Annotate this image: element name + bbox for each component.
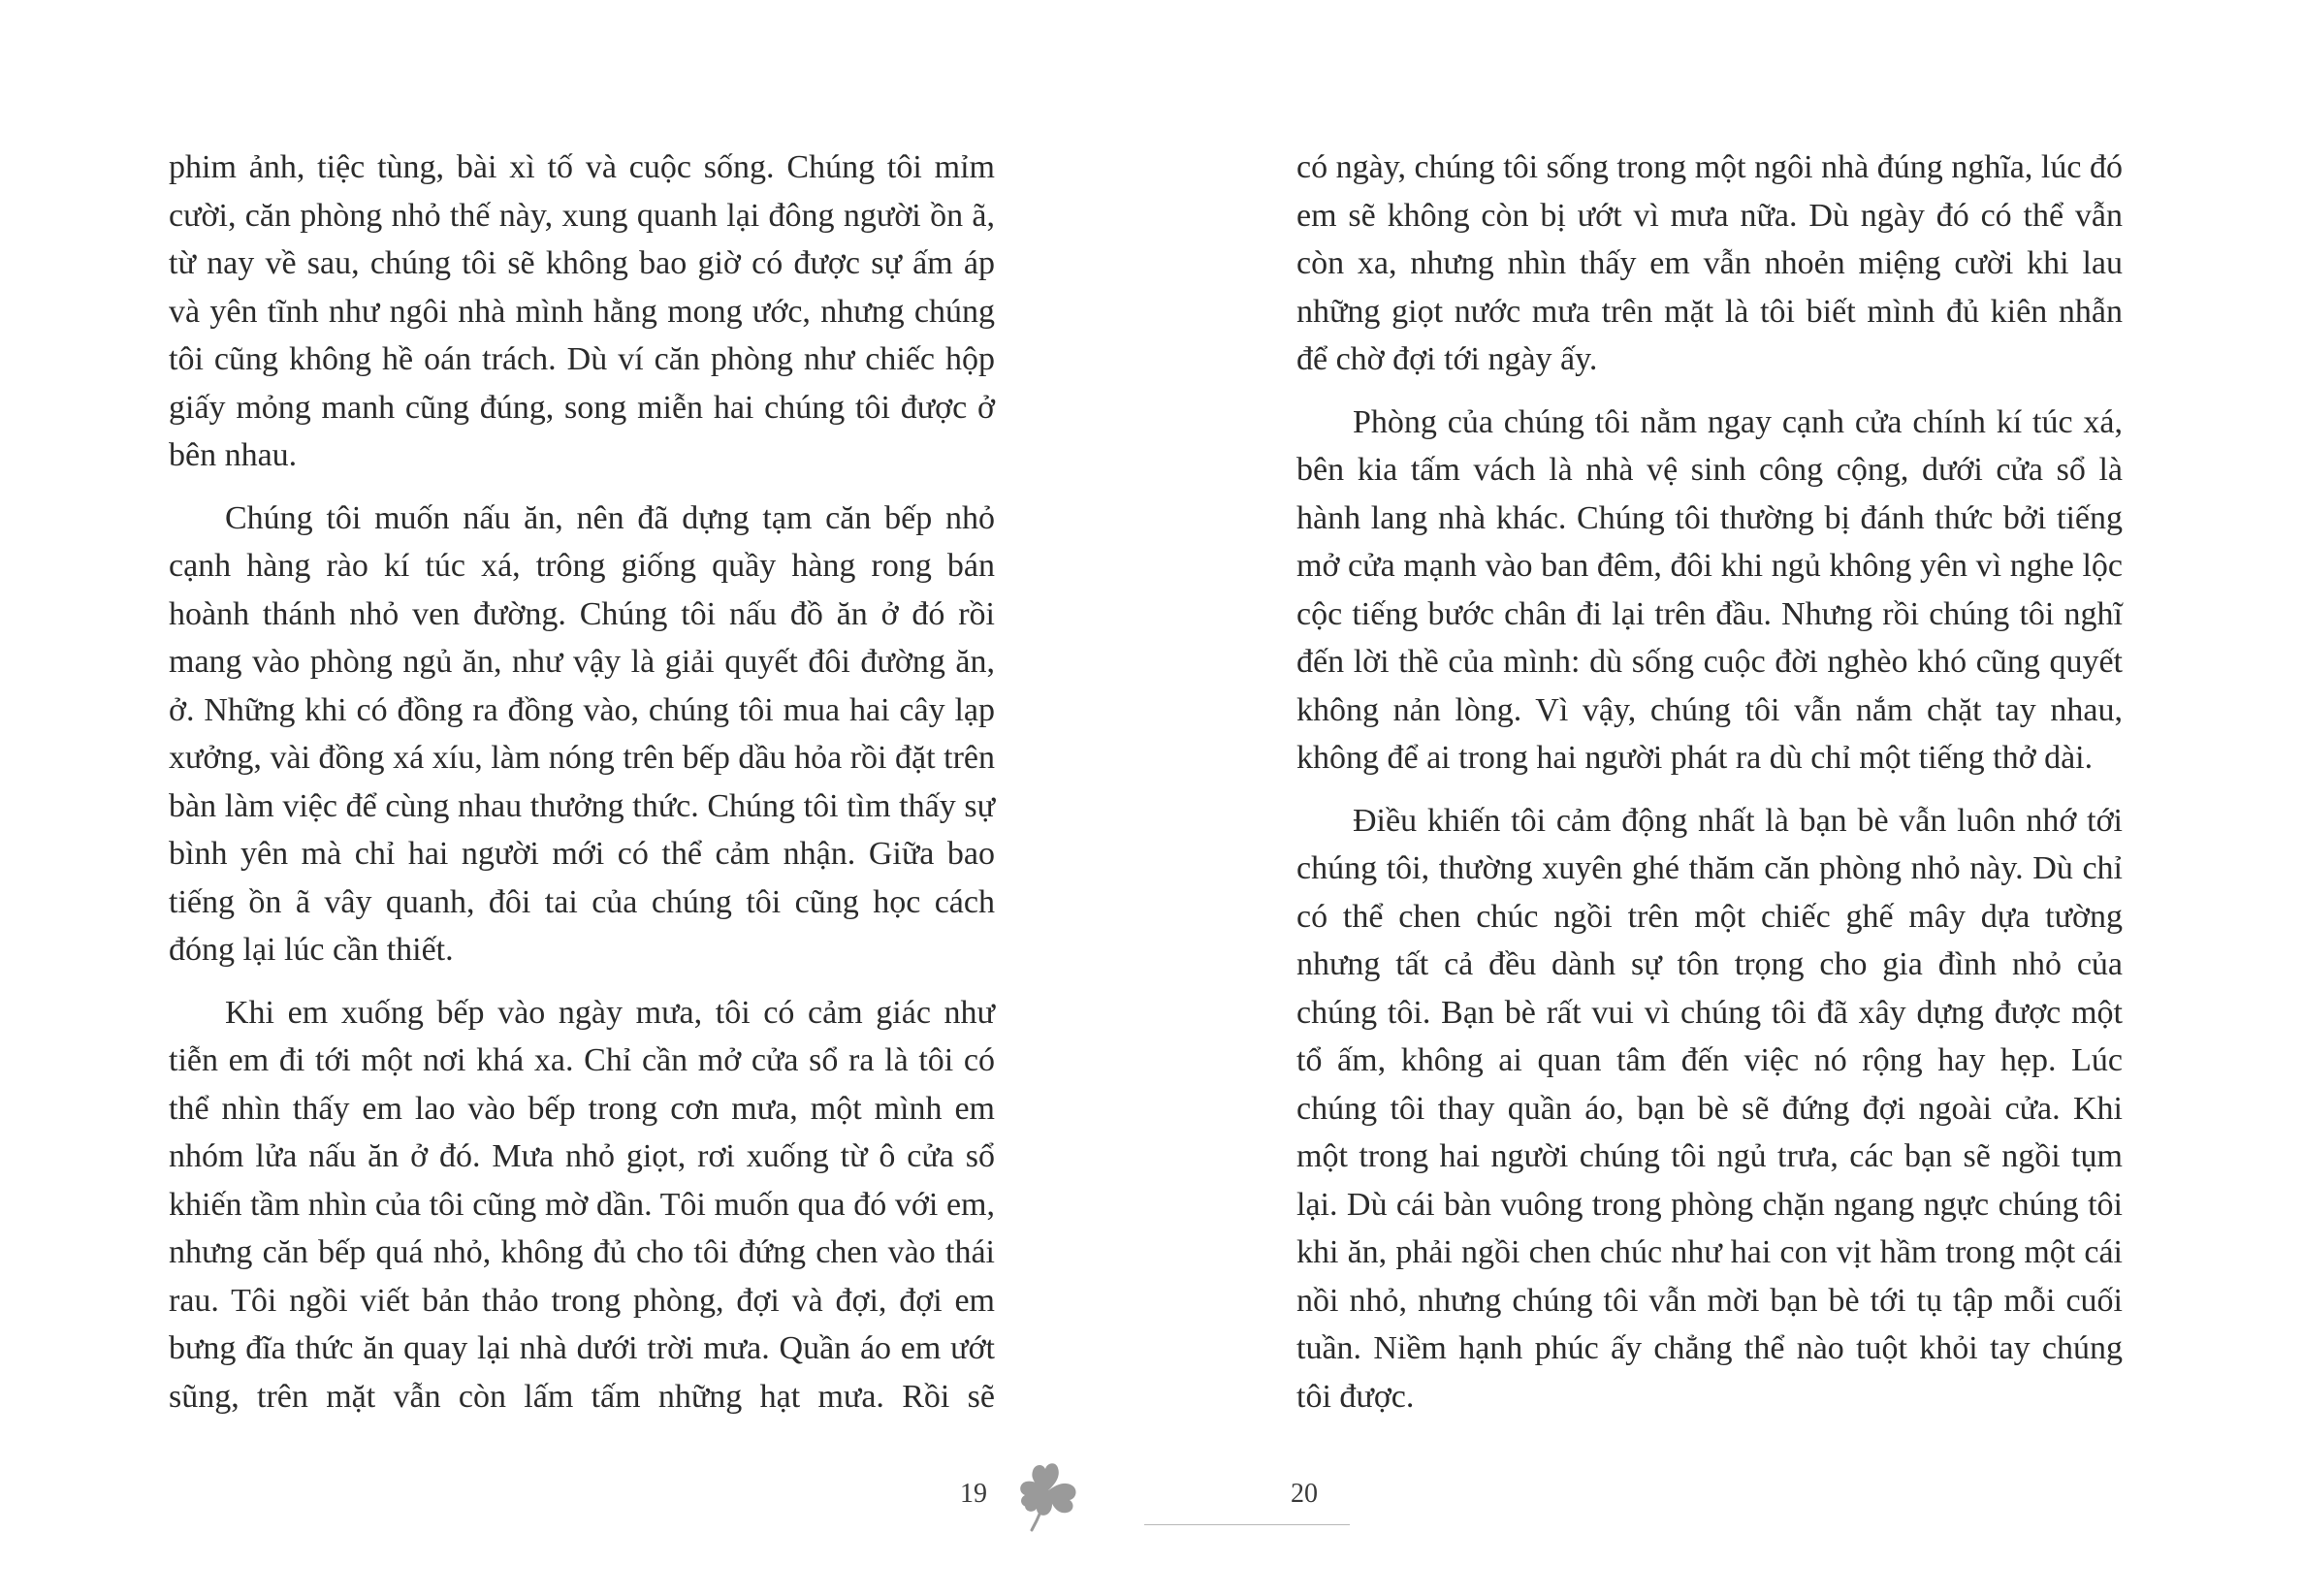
footer-rule bbox=[1144, 1524, 1350, 1525]
paragraph: Chúng tôi muốn nấu ăn, nên đã dựng tạm căn bếp nhỏ cạnh hàng rào kí túc xá, trông giống quầy hàng rong bán hoành thánh nhỏ ven đường. Chúng tôi nấu đồ ăn ở đó rồi mang vào phòng ngủ ăn, như vậy là giải quyết đôi đường ăn, ở. Những khi có đồng ra đồng vào, chúng tôi mua hai cây lạp xưởng, vài đồng xá xíu, làm nóng trên bếp dầu hỏa rồi đặt trên bàn làm việc để cùng nhau thưởng thức. Chúng tôi tìm thấy sự bình yên mà chỉ hai người mới có thể cảm nhận. Giữa bao tiếng ồn ã vây quanh, đôi tai của chúng tôi cũng học cách đóng lại lúc cần thiết. bbox=[169, 499, 995, 968]
paragraph: có ngày, chúng tôi sống trong một ngôi nhà đúng nghĩa, lúc đó em sẽ không còn bị ướt vì mưa nữa. Dù ngày đó có thể vẫn còn xa, nhưng nhìn thấy em vẫn nhoẻn miệng cười khi lau những giọt nước mưa trên mặt là tôi biết mình đủ kiên nhẫn để chờ đợi tới ngày ấy. bbox=[1296, 149, 2123, 377]
left-page-body bbox=[169, 144, 995, 1435]
paragraph: phim ảnh, tiệc tùng, bài xì tố và cuộc sống. Chúng tôi mỉm cười, căn phòng nhỏ thế này, xung quanh lại đông người ồn ã, từ nay về sau, chúng tôi sẽ không bao giờ có được sự ấm áp và yên tĩnh như ngôi nhà mình hằng mong ước, nhưng chúng tôi cũng không hề oán trách. Dù ví căn phòng như chiếc hộp giấy mỏng manh cũng đúng, song miễn hai chúng tôi được ở bên nhau. bbox=[169, 149, 995, 473]
paragraph: Điều khiến tôi cảm động nhất là bạn bè vẫn luôn nhớ tới chúng tôi, thường xuyên ghé thăm căn phòng nhỏ này. Dù chỉ có thể chen chúc ngồi trên một chiếc ghế mây dựa tường nhưng tất cả đều dành sự tôn trọng cho gia đình nhỏ của chúng tôi. Bạn bè rất vui vì chúng tôi đã xây dựng được một tổ ấm, không ai quan tâm đến việc nó rộng hay hẹp. Lúc chúng tôi thay quần áo, bạn bè sẽ đứng đợi ngoài cửa. Khi một trong hai người chúng tôi ngủ trưa, các bạn sẽ ngồi tụm lại. Dù cái bàn vuông trong phòng chặn ngang ngực chúng tôi khi ăn, phải ngồi chen chúc như hai con vịt hầm trong một cái nồi nhỏ, nhưng chúng tôi vẫn mời bạn bè tới tụ tập mỗi cuối tuần. Niềm hạnh phúc ấy chẳng thể nào tuột khỏi tay chúng tôi được. bbox=[1296, 802, 2123, 1415]
paragraph: Khi em xuống bếp vào ngày mưa, tôi có cảm giác như tiễn em đi tới một nơi khá xa. Chỉ cần mở cửa sổ ra là tôi có thể nhìn thấy em lao vào bếp trong cơn mưa, một mình em nhóm lửa nấu ăn ở đó. Mưa nhỏ giọt, rơi xuống từ ô cửa sổ khiến tầm nhìn của tôi cũng mờ dần. Tôi muốn qua đó với em, nhưng căn bếp quá nhỏ, không đủ cho tôi đứng chen vào thái rau. Tôi ngồi viết bản thảo trong phòng, đợi và đợi, đợi em bưng đĩa thức ăn quay lại nhà dưới trời mưa. Quần áo em ướt sũng, trên mặt vẫn còn lấm tấm những hạt mưa. Rồi sẽ bbox=[169, 994, 995, 1415]
four-leaf-clover-icon bbox=[1008, 1454, 1086, 1538]
page-number-left: 19 bbox=[960, 1479, 987, 1509]
left-page bbox=[0, 0, 1151, 1596]
right-page bbox=[1151, 0, 2303, 1596]
page-number-right: 20 bbox=[1291, 1479, 1318, 1509]
right-page-body bbox=[1296, 144, 2123, 1435]
paragraph: Phòng của chúng tôi nằm ngay cạnh cửa chính kí túc xá, bên kia tấm vách là nhà vệ sinh công cộng, dưới cửa sổ là hành lang nhà khác. Chúng tôi thường bị đánh thức bởi tiếng mở cửa mạnh vào ban đêm, đôi khi ngủ không yên vì nghe lộc cộc tiếng bước chân đi lại trên đầu. Nhưng rồi chúng tôi nghĩ đến lời thề của mình: dù sống cuộc đời nghèo khó cũng quyết không nản lòng. Vì vậy, chúng tôi vẫn nắm chặt tay nhau, không để ai trong hai người phát ra dù chỉ một tiếng thở dài. bbox=[1296, 403, 2123, 776]
